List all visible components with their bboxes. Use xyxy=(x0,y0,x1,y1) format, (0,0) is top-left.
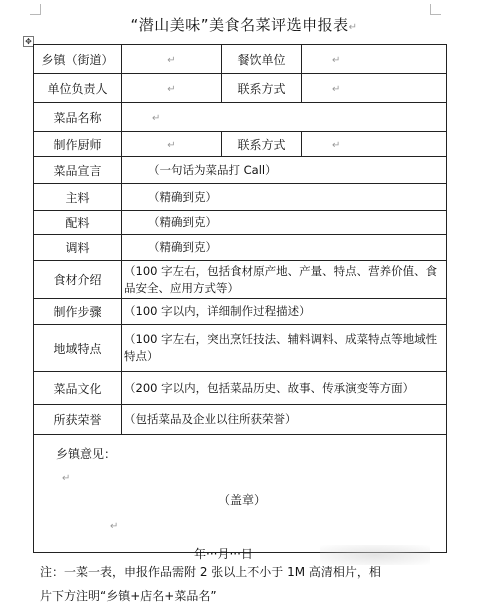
value-chef[interactable]: ↵ xyxy=(122,132,222,157)
note-ingredient-intro[interactable]: （100 字左右，包括食材原产地、产量、特点、营养价值、食品安全、应用方式等） xyxy=(122,261,447,299)
paragraph-mark: ↵ xyxy=(62,473,71,484)
form-row-manager xyxy=(34,74,447,103)
form-row-opinion xyxy=(34,435,447,553)
label-main-ingredient: 主料 xyxy=(34,184,122,211)
note-steps[interactable]: （100 字以内，详细制作过程描述） xyxy=(122,299,447,325)
label-seasoning: 调料 xyxy=(34,235,122,261)
form-row-regional xyxy=(34,325,447,372)
note-culture[interactable]: （200 字以内，包括菜品历史、故事、传承演变等方面） xyxy=(122,372,447,405)
label-contact: 联系方式 xyxy=(222,74,302,103)
label-restaurant: 餐饮单位 xyxy=(222,45,302,74)
form-row-township xyxy=(34,45,447,74)
note-slogan[interactable]: （一句话为菜品打 Call） xyxy=(122,157,447,184)
label-chef: 制作厨师 xyxy=(34,132,122,157)
label-dish-name: 菜品名称 xyxy=(34,103,122,132)
footnote xyxy=(40,560,440,608)
label-manager: 单位负责人 xyxy=(34,74,122,103)
form-row-steps xyxy=(34,299,447,325)
opinion-title: 乡镇意见： xyxy=(56,447,117,461)
form-row-ingredient-intro xyxy=(34,261,447,299)
value-restaurant[interactable]: ↵ xyxy=(302,45,447,74)
value-manager[interactable]: ↵ xyxy=(122,74,222,103)
note-honors[interactable]: （包括菜品及企业以往所获荣誉） xyxy=(122,405,447,435)
move-anchor-icon[interactable]: ✥ xyxy=(23,36,34,47)
form-row-culture xyxy=(34,372,447,405)
label-side-ingredient: 配料 xyxy=(34,211,122,235)
label-culture: 菜品文化 xyxy=(34,372,122,405)
form-row-honors xyxy=(34,405,447,435)
page-title: “潜山美味”美食名菜评选申报表↵ xyxy=(130,16,358,34)
note-regional[interactable]: （100 字左右，突出烹饪技法、辅料调料、成菜特点等地域性特点） xyxy=(122,325,447,372)
form-row-chef xyxy=(34,132,447,157)
label-honors: 所获荣誉 xyxy=(34,405,122,435)
value-township[interactable]: ↵ xyxy=(122,45,222,74)
form-row-slogan xyxy=(34,157,447,184)
form-row-main-ingredient xyxy=(34,184,447,211)
form-row-dish-name xyxy=(34,103,447,132)
value-contact2[interactable]: ↵ xyxy=(302,132,447,157)
application-form-table xyxy=(33,44,447,561)
label-regional: 地域特点 xyxy=(34,325,122,372)
label-contact2: 联系方式 xyxy=(222,132,302,157)
label-slogan: 菜品宣言 xyxy=(34,157,122,184)
value-dish-name[interactable]: ↵ xyxy=(122,103,447,132)
value-contact[interactable]: ↵ xyxy=(302,74,447,103)
footnote-line-1: 注：一菜一表，申报作品需附 2 张以上不小于 1M 高清相片，相 xyxy=(40,565,381,579)
note-side-ingredient[interactable]: （精确到克） xyxy=(122,211,447,235)
note-seasoning[interactable]: （精确到克） xyxy=(122,235,447,261)
seal-label: （盖章） xyxy=(218,493,267,507)
label-steps: 制作步骤 xyxy=(34,299,122,325)
form-row-side-ingredient xyxy=(34,211,447,235)
footnote-line-2: 片下方注明“乡镇+店名+菜品名” xyxy=(40,589,217,603)
note-main-ingredient[interactable]: （精确到克） xyxy=(122,184,447,211)
township-opinion-box[interactable] xyxy=(34,435,447,561)
label-ingredient-intro: 食材介绍 xyxy=(34,261,122,299)
paragraph-mark: ↵ xyxy=(110,521,119,532)
label-township: 乡镇（街道） xyxy=(34,45,122,74)
form-row-seasoning xyxy=(34,235,447,261)
date-line: 年···月···日 xyxy=(194,547,253,561)
